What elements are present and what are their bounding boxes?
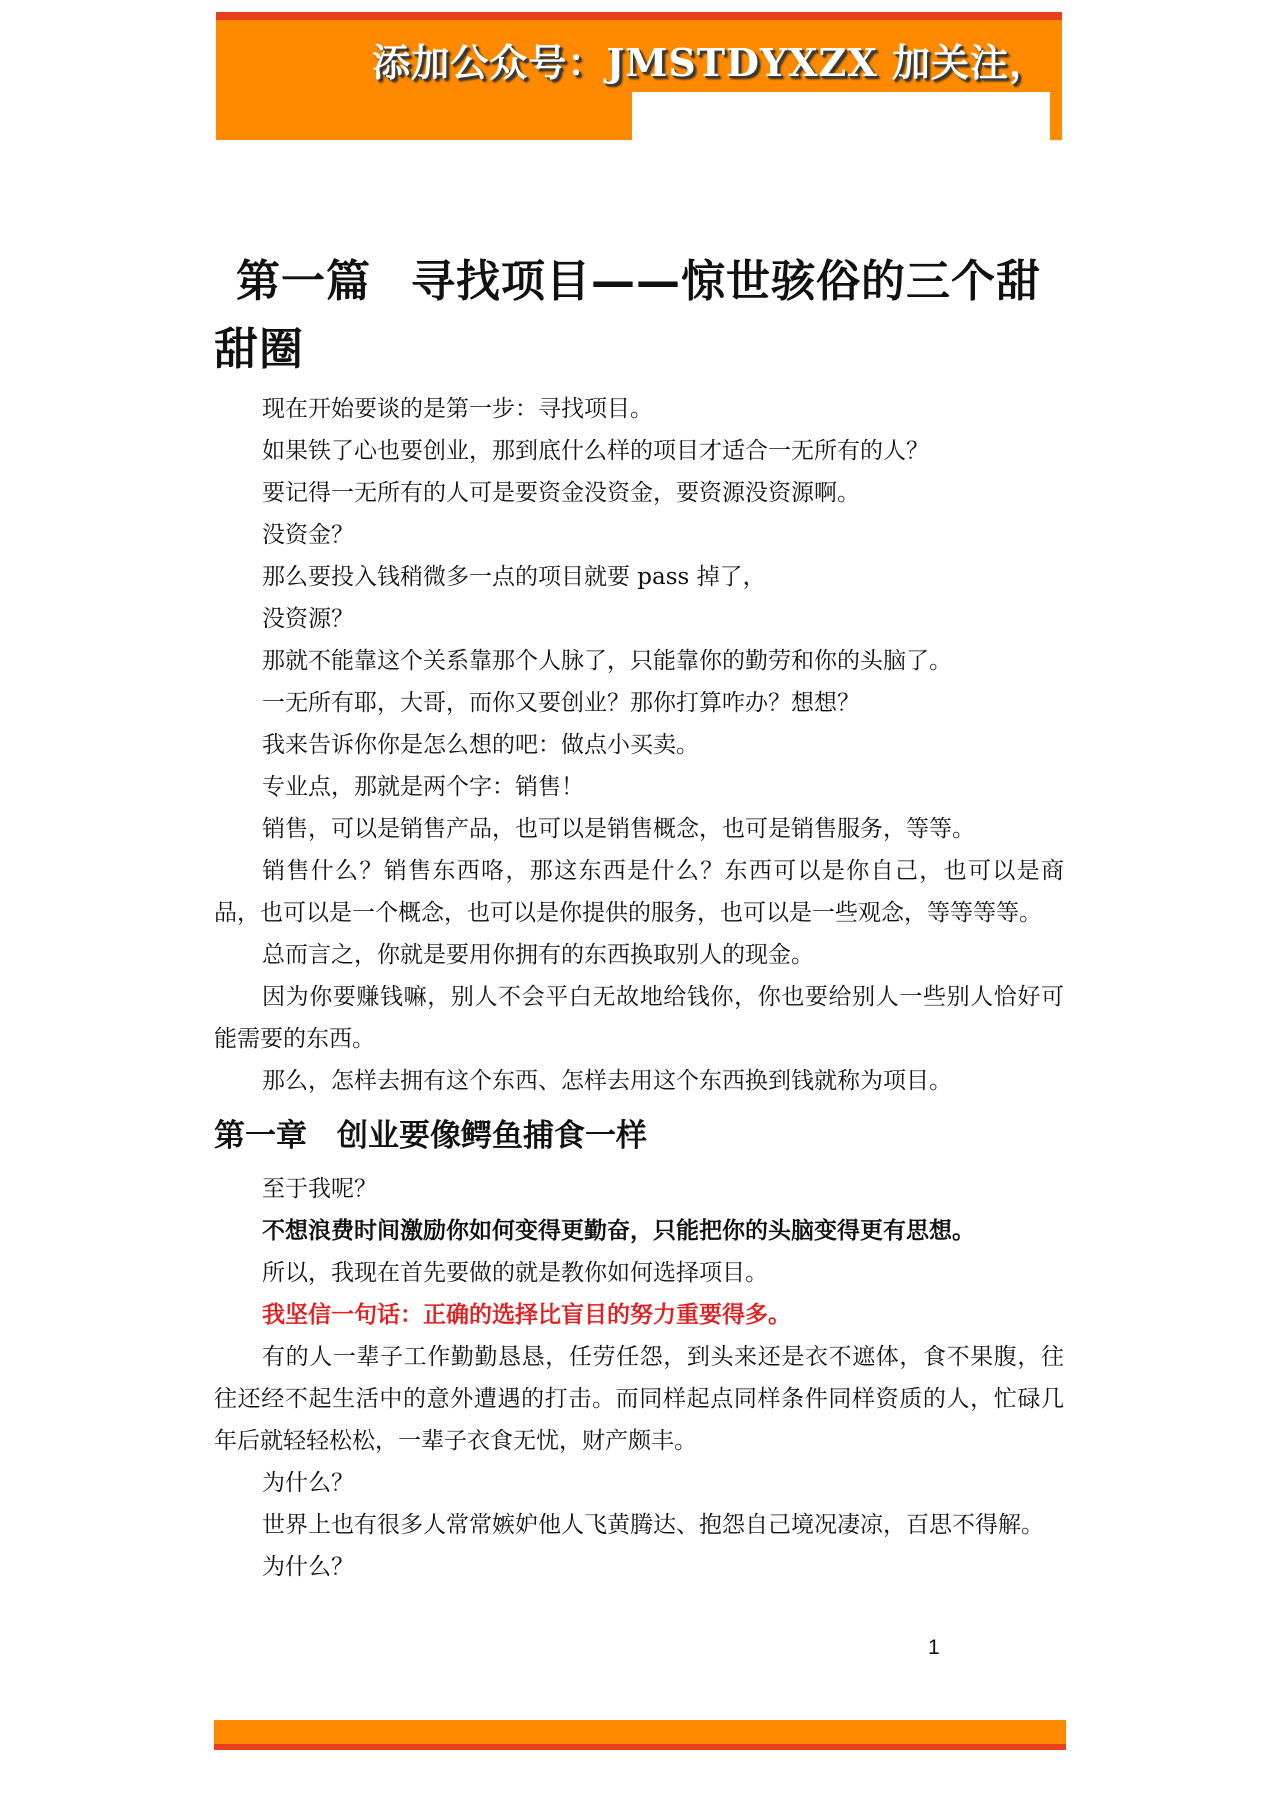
header-red-line [216, 12, 1062, 20]
paragraph: 要记得一无所有的人可是要资金没资金，要资源没资源啊。 [262, 480, 860, 506]
paragraph: 总而言之，你就是要用你拥有的东西换取别人的现金。 [262, 942, 814, 968]
paragraph: 我来告诉你你是怎么想的吧：做点小买卖。 [262, 732, 699, 758]
paragraph: 至于我呢？ [262, 1176, 377, 1202]
footer-orange-bar [214, 1720, 1066, 1744]
chapter-number: 第一章 [214, 1118, 307, 1154]
chapter-title-text: 创业要像鳄鱼捕食一样 [337, 1118, 647, 1154]
page-number: 1 [928, 1636, 940, 1659]
part-title [214, 248, 1064, 384]
paragraph: 如果铁了心也要创业，那到底什么样的项目才适合一无所有的人？ [262, 438, 929, 464]
paragraph: 没资源？ [262, 606, 354, 632]
paragraph: 那么，怎样去拥有这个东西、怎样去用这个东西换到钱就称为项目。 [262, 1068, 952, 1094]
document-body [214, 248, 1064, 1588]
paragraph: 那就不能靠这个关系靠那个人脉了，只能靠你的勤劳和你的头脑了。 [262, 648, 952, 674]
paragraph: 所以，我现在首先要做的就是教你如何选择项目。 [262, 1260, 768, 1286]
paragraph: 专业点，那就是两个字：销售！ [262, 774, 584, 800]
header-orange-left-block [216, 92, 632, 140]
paragraph: 销售，可以是销售产品，也可以是销售概念，也可是销售服务，等等。 [262, 816, 975, 842]
paragraph: 一无所有耶，大哥，而你又要创业？那你打算咋办？想想？ [262, 690, 860, 716]
paragraph: 有的人一辈子工作勤勤恳恳，任劳任怨，到头来还是衣不遮体，食不果腹，往往还经不起生活中的意外遭遇的打击。而同样起点同样条件同样资质的人，忙碌几年后就轻轻松松，一辈子衣食无忧，财产颇丰。 [214, 1344, 1064, 1454]
paragraph: 为什么？ [262, 1470, 354, 1496]
paragraph: 为什么？ [262, 1554, 354, 1580]
paragraph: 因为你要赚钱嘛，别人不会平白无故地给钱你，你也要给别人一些别人恰好可能需要的东西。 [214, 984, 1064, 1052]
paragraph: 世界上也有很多人常常嫉妒他人飞黄腾达、抱怨自己境况凄凉，百思不得解。 [262, 1512, 1044, 1538]
bold-paragraph: 不想浪费时间激励你如何变得更勤奋，只能把你的头脑变得更有思想。 [262, 1218, 975, 1244]
paragraph: 那么要投入钱稍微多一点的项目就要 pass 掉了， [262, 564, 766, 590]
header-banner-text: 添加公众号：JMSTDYXZX 加关注， [372, 40, 1048, 85]
part-number: 第一篇 [236, 256, 371, 307]
header-banner [216, 12, 1062, 140]
paragraph: 销售什么？销售东西咯，那这东西是什么？东西可以是你自己，也可以是商品，也可以是一个概念，也可以是你提供的服务，也可以是一些观念，等等等等。 [214, 858, 1064, 926]
paragraph: 没资金？ [262, 522, 354, 548]
header-orange-right-block [1050, 92, 1062, 140]
footer-red-line [214, 1744, 1066, 1750]
highlighted-quote: 我坚信一句话：正确的选择比盲目的努力重要得多。 [262, 1302, 791, 1328]
chapter-title [214, 1112, 1064, 1160]
paragraph: 现在开始要谈的是第一步：寻找项目。 [262, 396, 653, 422]
part-title-text: 寻找项目——惊世骇俗的三个甜甜圈 [214, 256, 1041, 375]
